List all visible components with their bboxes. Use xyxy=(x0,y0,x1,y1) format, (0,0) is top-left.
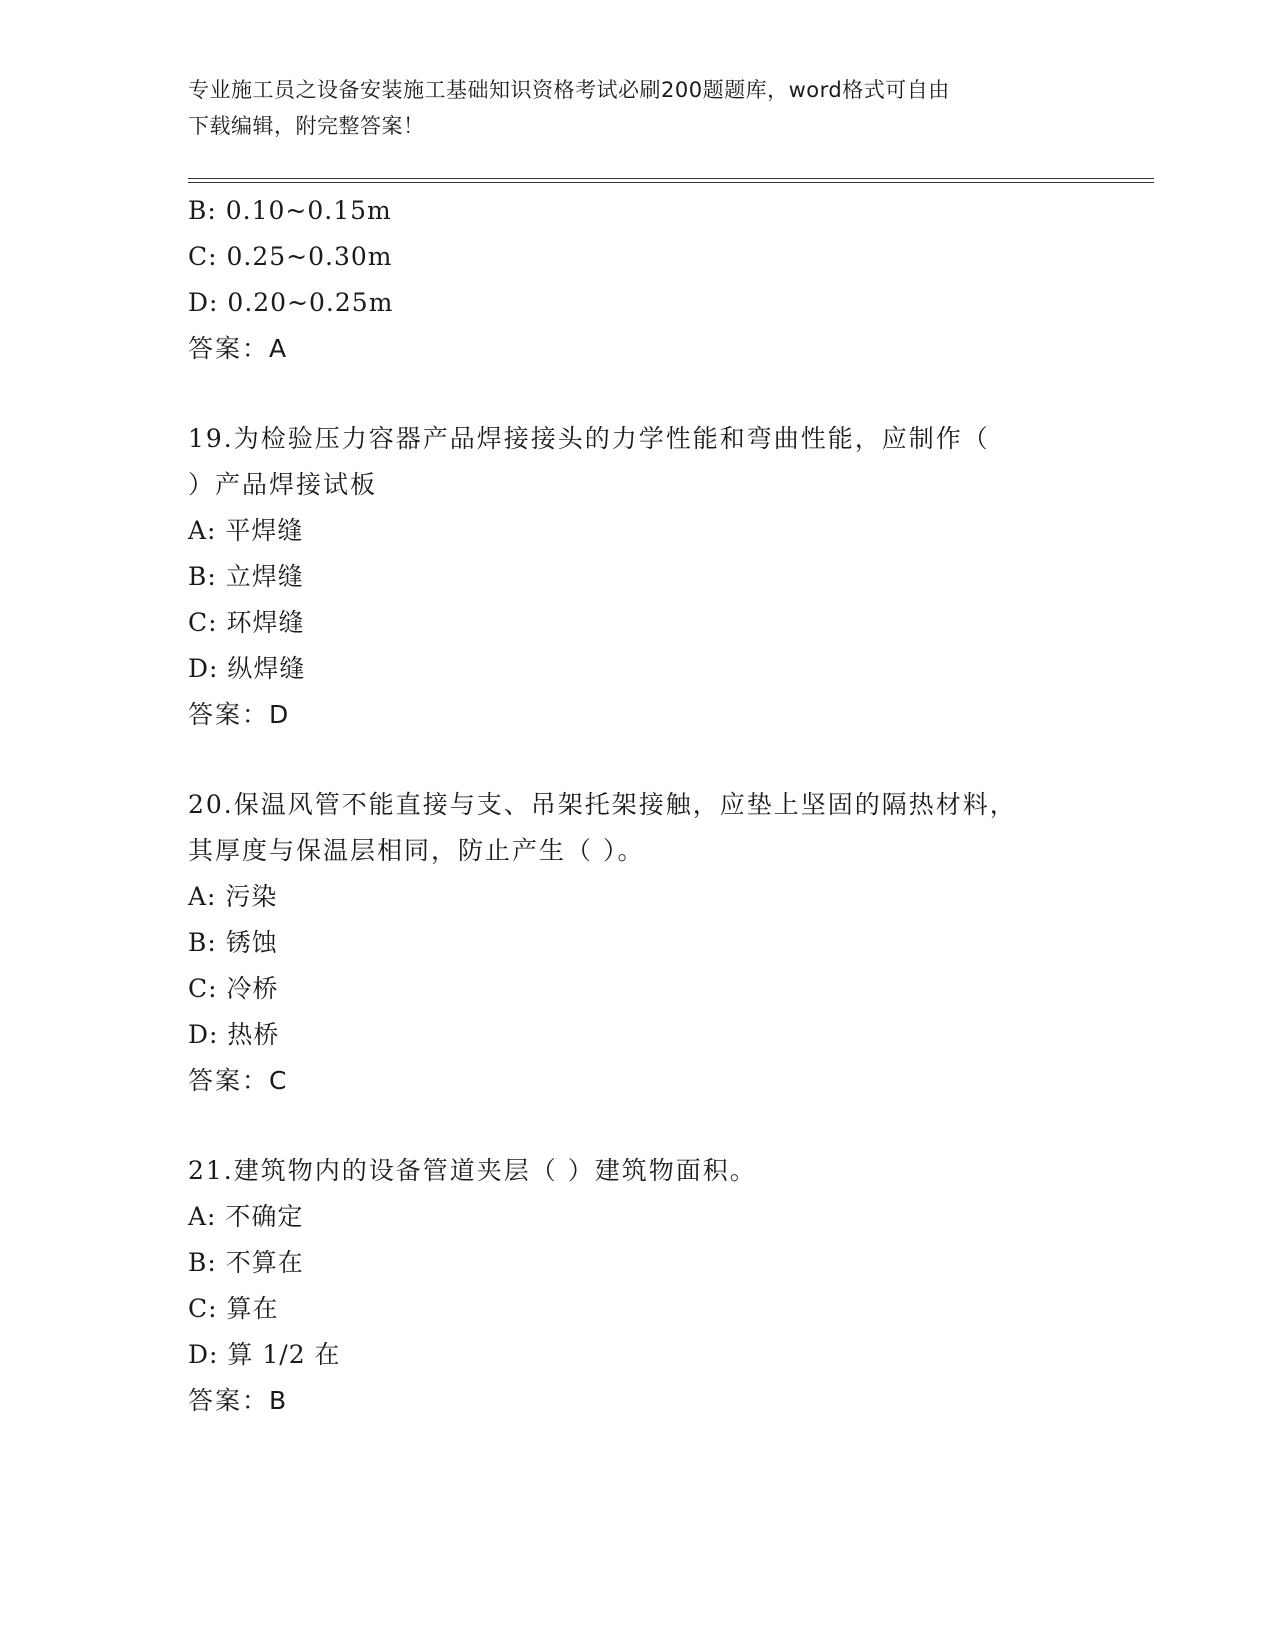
page-header xyxy=(188,72,1088,144)
question-18-tail xyxy=(188,188,1088,372)
question-20 xyxy=(188,782,1088,1104)
question-21 xyxy=(188,1148,1088,1424)
question-stem: 21.建筑物内的设备管道夹层（ ）建筑物面积。 xyxy=(188,1156,757,1185)
option-b: B: 不算在 xyxy=(188,1248,304,1277)
option-c: C: 算在 xyxy=(188,1294,279,1323)
answer-line: 答案：C xyxy=(188,1066,289,1095)
option-b: B: 立焊缝 xyxy=(188,562,304,591)
option-b: B: 0.10~0.15m xyxy=(188,196,392,225)
option-a: A: 污染 xyxy=(188,882,278,911)
document-body xyxy=(188,188,1088,1424)
option-c: C: 环焊缝 xyxy=(188,608,305,637)
option-d: D: 纵焊缝 xyxy=(188,654,306,683)
option-c: C: 0.25~0.30m xyxy=(188,242,393,271)
question-stem: 19.为检验压力容器产品焊接接头的力学性能和弯曲性能，应制作（ xyxy=(188,424,990,453)
header-title-line-2: 下载编辑，附完整答案！ xyxy=(188,114,425,138)
header-divider xyxy=(188,178,1154,183)
option-d: D: 算 1/2 在 xyxy=(188,1340,341,1369)
option-c: C: 冷桥 xyxy=(188,974,279,1003)
option-a: A: 平焊缝 xyxy=(188,516,304,545)
question-stem-continued: ）产品焊接试板 xyxy=(188,470,378,499)
option-d: D: 0.20~0.25m xyxy=(188,288,394,317)
header-title-line-1: 专业施工员之设备安装施工基础知识资格考试必刷200题题库，word格式可自由 xyxy=(188,78,950,102)
option-d: D: 热桥 xyxy=(188,1020,280,1049)
question-stem: 20.保温风管不能直接与支、吊架托架接触，应垫上坚固的隔热材料， xyxy=(188,790,1017,819)
answer-line: 答案：A xyxy=(188,334,289,363)
question-stem-continued: 其厚度与保温层相同，防止产生（ ）。 xyxy=(188,836,645,865)
option-b: B: 锈蚀 xyxy=(188,928,278,957)
answer-line: 答案：D xyxy=(188,700,291,729)
answer-line: 答案：B xyxy=(188,1386,289,1415)
option-a: A: 不确定 xyxy=(188,1202,304,1231)
question-19 xyxy=(188,416,1088,738)
